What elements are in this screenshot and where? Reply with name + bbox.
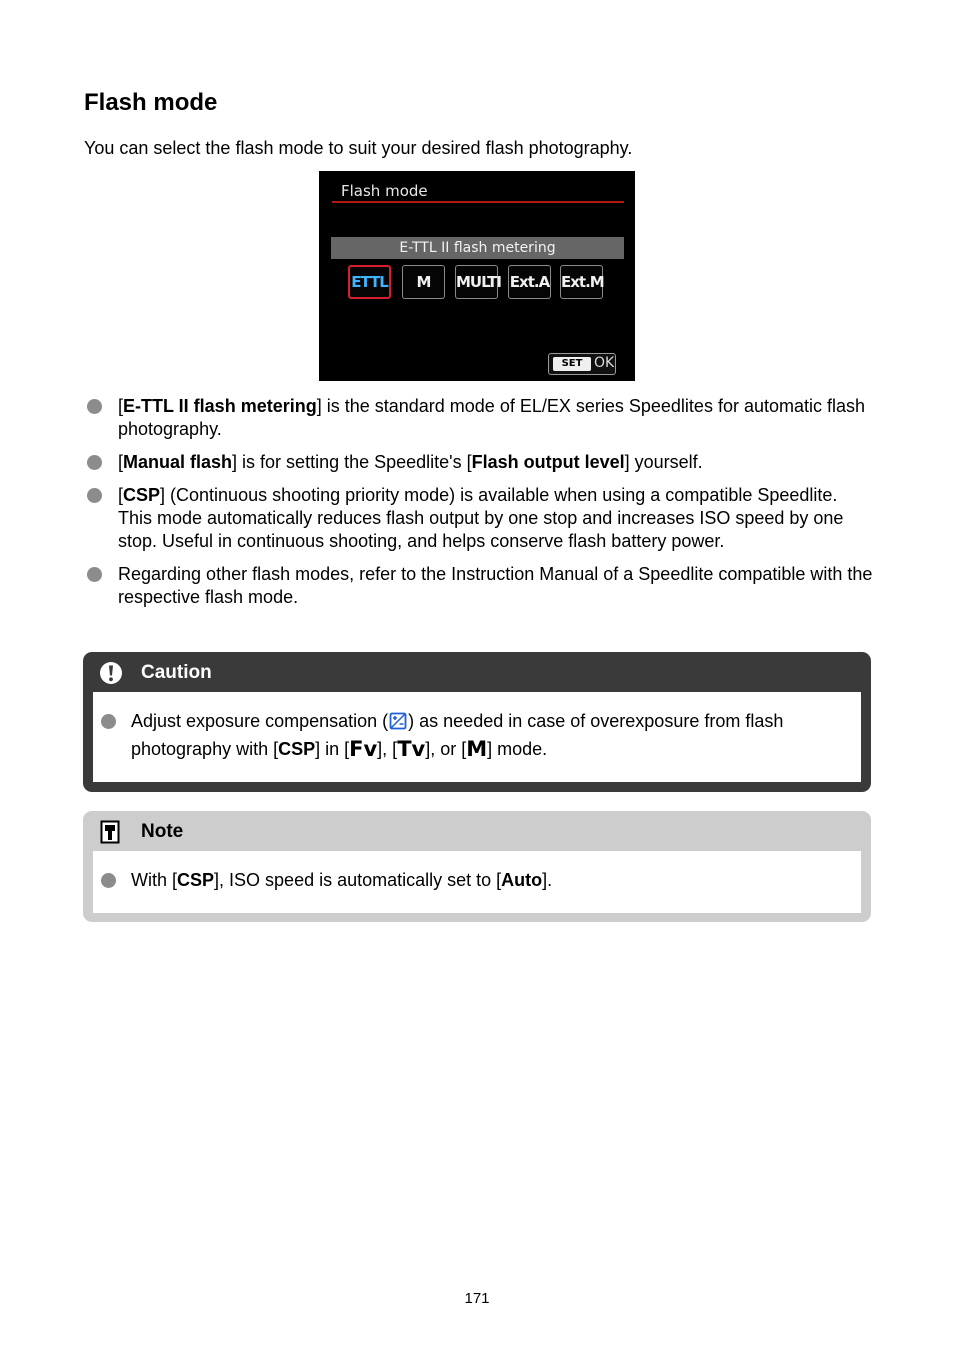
- note-label: Note: [141, 821, 184, 842]
- ok-label: OK: [594, 355, 615, 371]
- list-item: [E-TTL II flash metering] is the standard mode of EL/EX series Speedlites for automatic flash photography.: [84, 395, 874, 441]
- mode-button-m: M: [402, 265, 445, 299]
- caution-body: [93, 692, 861, 782]
- list-item: [Manual flash] is for setting the Speedlite's [Flash output level] yourself.: [84, 451, 874, 474]
- page-title: Flash mode: [84, 89, 218, 116]
- mode-button-ettl: ETTL: [348, 265, 391, 299]
- manual-flash-term: Manual flash: [123, 452, 233, 472]
- selected-mode-label: E-TTL II flash metering: [331, 237, 624, 259]
- list-item: [CSP] (Continuous shooting priority mode) is available when using a compatible Speedlite. This mode automatically reduces flash output by one stop and increases ISO speed by one stop. Useful in continuous shooting, and helps conserve flash battery power.: [84, 484, 874, 553]
- fv-mode-icon: Fv: [349, 737, 378, 761]
- memo-icon: [100, 820, 120, 844]
- list-item: Regarding other flash modes, refer to the Instruction Manual of a Speedlite compatible with the respective flash mode.: [84, 563, 874, 609]
- exposure-compensation-icon[interactable]: [388, 711, 408, 731]
- ettl-term: E-TTL II flash metering: [123, 396, 317, 416]
- mode-button-ext-a: Ext.A: [508, 265, 551, 299]
- bullet-icon: [101, 714, 116, 729]
- caution-header: [83, 652, 871, 692]
- camera-screen: [319, 171, 635, 381]
- note-body: [93, 851, 861, 913]
- note-header: [83, 811, 871, 851]
- caution-box: [83, 652, 871, 792]
- screen-divider: [332, 201, 624, 203]
- caution-item: Adjust exposure compensation ( ) as needed in case of overexposure from flash photography with [CSP] in [Fv], [Tv], or [M] mode.: [131, 711, 784, 761]
- screen-title: Flash mode: [341, 182, 428, 200]
- bullet-icon: [87, 455, 102, 470]
- bullet-icon: [87, 488, 102, 503]
- set-ok-button: [548, 353, 616, 375]
- mode-button-ext-m: Ext.M: [560, 265, 603, 299]
- m-mode-icon: M: [466, 737, 488, 761]
- note-box: [83, 811, 871, 922]
- csp-term: CSP: [177, 870, 215, 890]
- caution-label: Caution: [141, 662, 212, 683]
- csp-term: CSP: [278, 739, 316, 759]
- tv-mode-icon: Tv: [397, 737, 426, 761]
- set-key: SET: [553, 357, 591, 371]
- bullet-icon: [87, 399, 102, 414]
- page-number: 171: [464, 1290, 490, 1307]
- exclamation-icon: [99, 661, 123, 685]
- note-item: With [CSP], ISO speed is automatically set to [Auto].: [131, 870, 553, 890]
- mode-button-multi: MULTI: [455, 265, 498, 299]
- flash-output-term: Flash output level: [471, 452, 625, 472]
- intro-text: You can select the flash mode to suit your desired flash photography.: [84, 138, 633, 158]
- bullet-icon: [101, 873, 116, 888]
- csp-term: CSP: [123, 485, 161, 505]
- auto-term: Auto: [501, 870, 543, 890]
- bullet-icon: [87, 567, 102, 582]
- bullet-list: [84, 395, 874, 619]
